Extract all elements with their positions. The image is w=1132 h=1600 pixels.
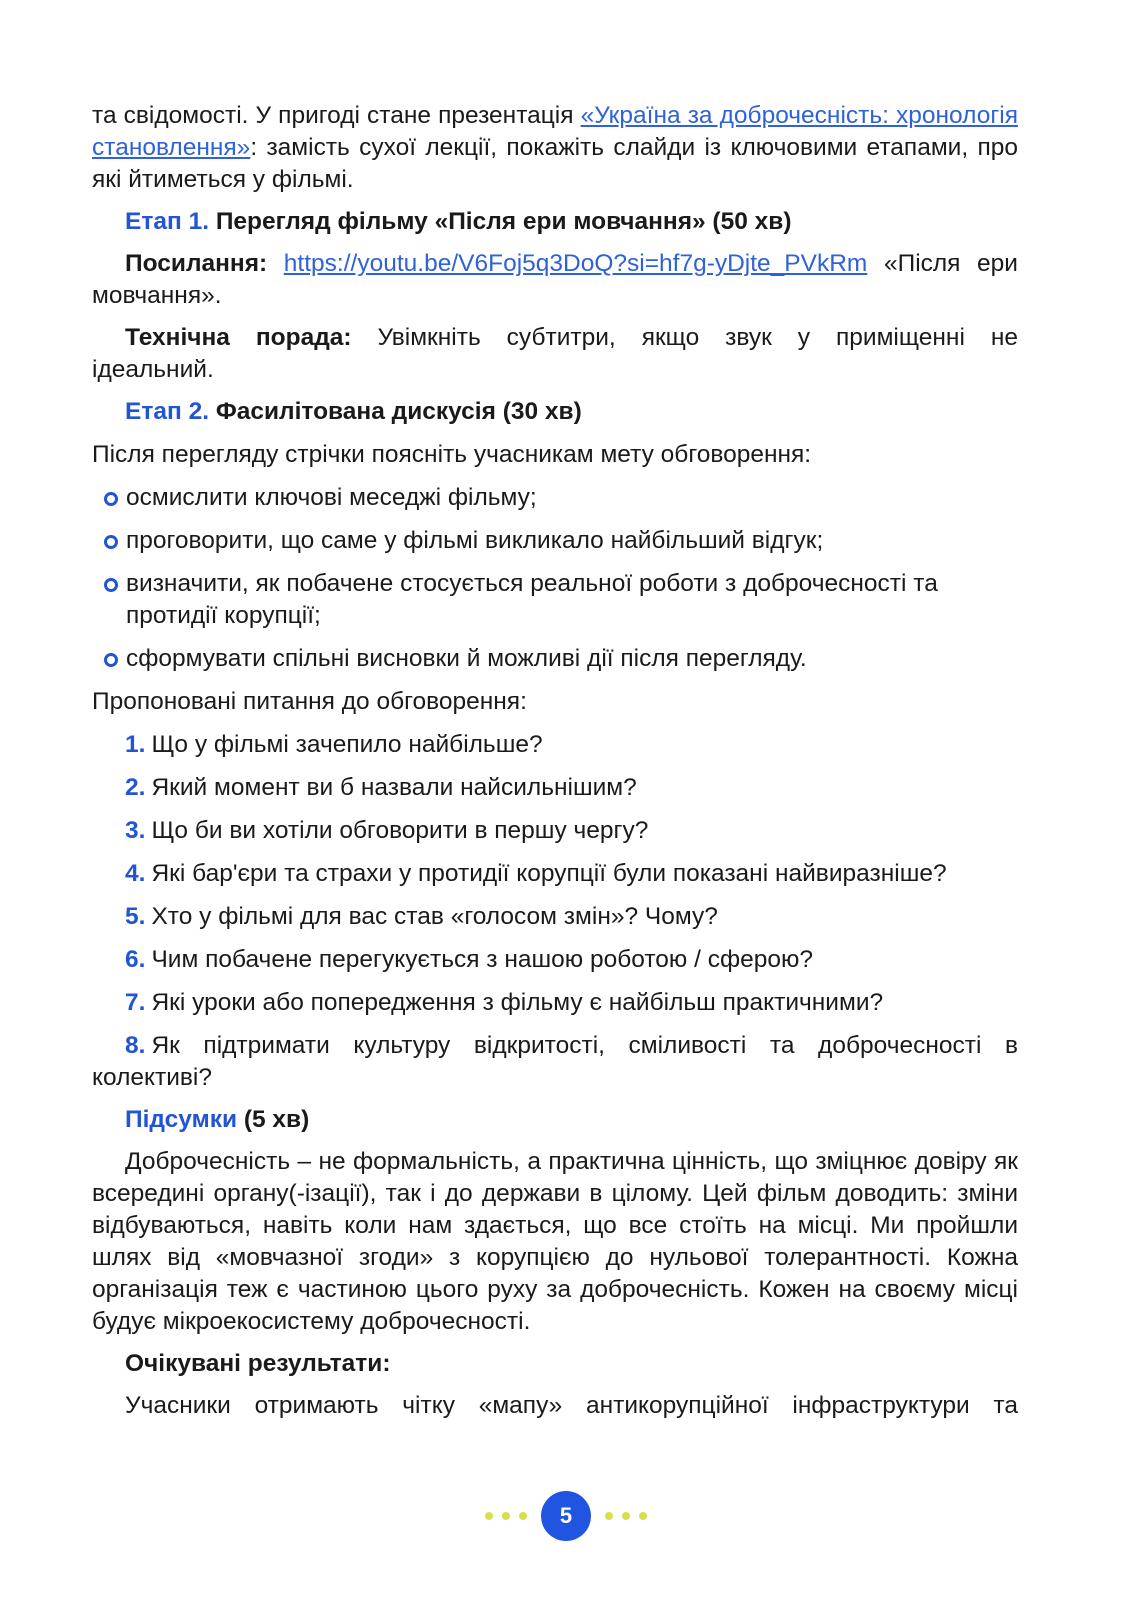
list-item xyxy=(92,815,1018,847)
decorative-dots-left xyxy=(485,1512,527,1520)
questions-list xyxy=(92,729,1018,1094)
stage2-intro: Після перегляду стрічки поясніть учасникам мету обговорення: xyxy=(92,441,812,468)
stage2-title: Фасилітована дискусія (30 хв) xyxy=(209,398,582,425)
stage1-link-paragraph xyxy=(92,248,1018,312)
tip-text: Увімкніть субтитри, якщо звук у приміщенні не ідеальний. xyxy=(92,324,1018,383)
question-number: 1. xyxy=(125,731,146,758)
tip-label: Технічна порада: xyxy=(125,324,352,351)
stage1-title: Перегляд фільму «Після ери мовчання» (50 хв) xyxy=(209,208,792,235)
link-suffix: «Після ери мовчання». xyxy=(92,250,1018,309)
summary-heading xyxy=(92,1104,1018,1136)
list-item xyxy=(92,525,1018,557)
goal-text: осмислити ключові меседжі фільму; xyxy=(126,484,537,511)
list-item xyxy=(92,482,1018,514)
question-text: Що би ви хотіли обговорити в першу чергу? xyxy=(151,817,649,844)
bullet-icon xyxy=(104,578,118,592)
results-heading: Очікувані результати: xyxy=(125,1350,391,1377)
list-item xyxy=(92,944,1018,976)
question-number: 3. xyxy=(125,817,146,844)
decorative-dots-right xyxy=(605,1512,647,1520)
question-text: Які бар'єри та страхи у протидії корупції були показані найвиразніше? xyxy=(151,860,947,887)
list-item xyxy=(92,858,1018,890)
question-number: 7. xyxy=(125,989,146,1016)
summary-paragraph: Доброчесність – не формальність, а практична цінність, що зміцнює довіру як всередині органу(-ізації), так і до держави в цілому. Цей фільм доводить: зміни відбуваються, навіть коли нам здається, що все стоїть на місці. Ми пройшли шлях від «мовчазної згоди» з корупцією до нульової толерантності. Кожна організація теж є частиною цього руху за доброчесність. Кожен на своєму місці будує мікроекосистему доброчесності. xyxy=(92,1148,1018,1335)
stage1-label: Етап 1. xyxy=(125,208,210,235)
results-paragraph: Учасники отримають чітку «мапу» антикорупційної інфраструктури та xyxy=(125,1392,1018,1419)
stage1-heading xyxy=(92,206,1018,238)
goal-text: проговорити, що саме у фільмі викликало найбільший відгук; xyxy=(126,527,824,554)
question-number: 2. xyxy=(125,774,146,801)
presentation-link[interactable]: «Україна за доброчесність: хронологія становлення» xyxy=(92,102,1018,161)
question-text: Хто у фільмі для вас став «голосом змін»? Чому? xyxy=(151,903,718,930)
bullet-icon xyxy=(104,492,118,506)
question-text: Що у фільмі зачепило найбільше? xyxy=(151,731,543,758)
list-item xyxy=(92,987,1018,1019)
intro-paragraph xyxy=(92,100,1018,196)
summary-duration: (5 хв) xyxy=(237,1106,310,1133)
bullet-icon xyxy=(104,653,118,667)
list-item xyxy=(92,729,1018,761)
list-item xyxy=(92,568,1018,632)
link-label: Посилання: xyxy=(125,250,268,277)
list-item xyxy=(92,643,1018,675)
summary-label: Підсумки xyxy=(125,1106,238,1133)
goal-text: сформувати спільні висновки й можливі дії після перегляду. xyxy=(126,645,807,672)
list-item xyxy=(92,1030,1018,1094)
stage2-heading xyxy=(92,396,1018,428)
list-item xyxy=(92,901,1018,933)
goal-text: визначити, як побачене стосується реальної роботи з доброчесності та протидії корупції; xyxy=(126,570,938,629)
question-number: 5. xyxy=(125,903,146,930)
tech-tip-paragraph xyxy=(92,322,1018,386)
intro-text: та свідомості. У пригоді стане презентація xyxy=(92,102,581,129)
goals-list xyxy=(92,482,1018,675)
document-page xyxy=(92,100,1018,1422)
question-number: 4. xyxy=(125,860,146,887)
question-text: Чим побачене перегукується з нашою роботою / сферою? xyxy=(151,946,813,973)
page-footer xyxy=(0,1491,1132,1541)
page-number-badge: 5 xyxy=(541,1491,591,1541)
bullet-icon xyxy=(104,535,118,549)
youtube-link[interactable]: https://youtu.be/V6Foj5q3DoQ?si=hf7g-yDjte_PVkRm xyxy=(283,250,868,277)
questions-intro: Пропоновані питання до обговорення: xyxy=(92,688,527,715)
question-text: Як підтримати культуру відкритості, сміливості та доброчесності в колективі? xyxy=(92,1032,1018,1091)
list-item xyxy=(92,772,1018,804)
question-text: Який момент ви б назвали найсильнішим? xyxy=(151,774,637,801)
question-number: 8. xyxy=(125,1032,146,1059)
stage2-label: Етап 2. xyxy=(125,398,210,425)
question-number: 6. xyxy=(125,946,146,973)
intro-text-after: : замість сухої лекції, покажіть слайди із ключовими етапами, про які йтиметься у фільмі. xyxy=(92,134,1018,193)
question-text: Які уроки або попередження з фільму є найбільш практичними? xyxy=(151,989,884,1016)
